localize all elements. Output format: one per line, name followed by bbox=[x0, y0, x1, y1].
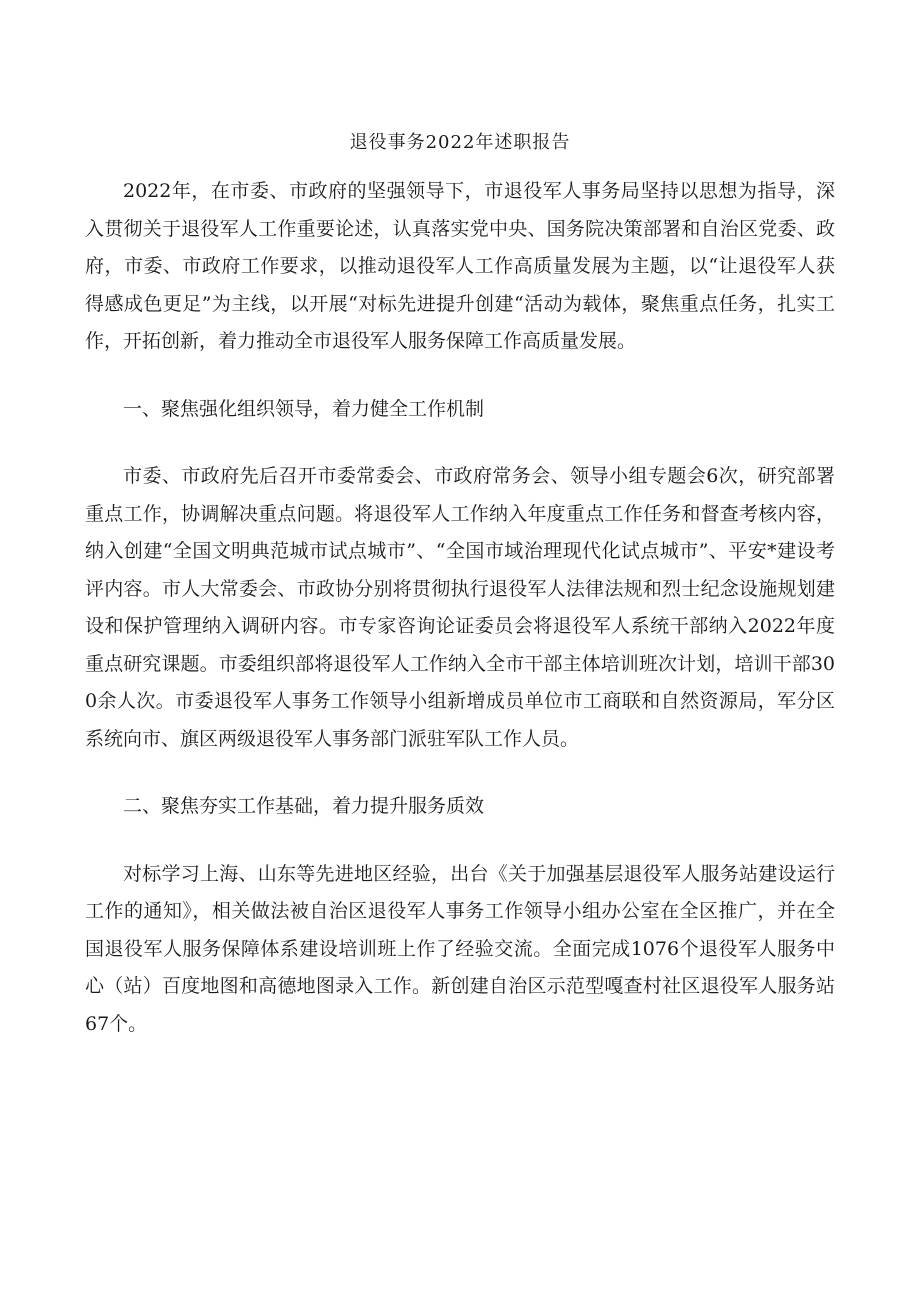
section-1-paragraph: 市委、市政府先后召开市委常委会、市政府常务会、领导小组专题会6次，研究部署重点工作，协调解决重点问题。将退役军人工作纳入年度重点工作任务和督查考核内容，纳入创建“全国文明典范城市试点城市”、“全国市域治理现代化试点城市”、平安*建设考评内容。市人大常委会、市政协分别将贯彻执行退役军人法律法规和烈士纪念设施规划建设和保护管理纳入调研内容。市专家咨询论证委员会将退役军人系统干部纳入2022年度重点研究课题。市委组织部将退役军人工作纳入全市干部主体培训班次计划，培训干部300余人次。市委退役军人事务工作领导小组新增成员单位市工商联和自然资源局，军分区系统向市、旗区两级退役军人事务部门派驻军队工作人员。 bbox=[85, 465, 835, 750]
section-2-paragraph: 对标学习上海、山东等先进地区经验，出台《关于加强基层退役军人服务站建设运行工作的通知》，相关做法被自治区退役军人事务工作领导小组办公室在全区推广，并在全国退役军人服务保障体系建设培训班上作了经验交流。全面完成1076个退役军人服务中心（站）百度地图和高德地图录入工作。新创建自治区示范型嘎查村社区退役军人服务站67个。 bbox=[85, 862, 835, 1035]
document-body bbox=[85, 173, 835, 1043]
document-title: 退役事务2022年述职报告 bbox=[349, 132, 571, 153]
section-heading-2: 二、聚焦夯实工作基础，着力提升服务质效 bbox=[123, 795, 485, 817]
intro-paragraph: 2022年，在市委、市政府的坚强领导下，市退役军人事务局坚持以思想为指导，深入贯彻关于退役军人工作重要论述，认真落实党中央、国务院决策部署和自治区党委、政府，市委、市政府工作要求，以推动退役军人工作高质量发展为主题，以“让退役军人获得感成色更足”为主线，以开展“对标先进提升创建“活动为载体，聚焦重点任务，扎实工作，开拓创新，着力推动全市退役军人服务保障工作高质量发展。 bbox=[85, 180, 835, 352]
paragraph-gap bbox=[85, 361, 835, 391]
section-heading-1: 一、聚焦强化组织领导，着力健全工作机制 bbox=[123, 397, 485, 420]
paragraph-gap bbox=[85, 826, 835, 856]
paragraph-gap bbox=[85, 758, 835, 788]
paragraph-gap bbox=[85, 428, 835, 458]
